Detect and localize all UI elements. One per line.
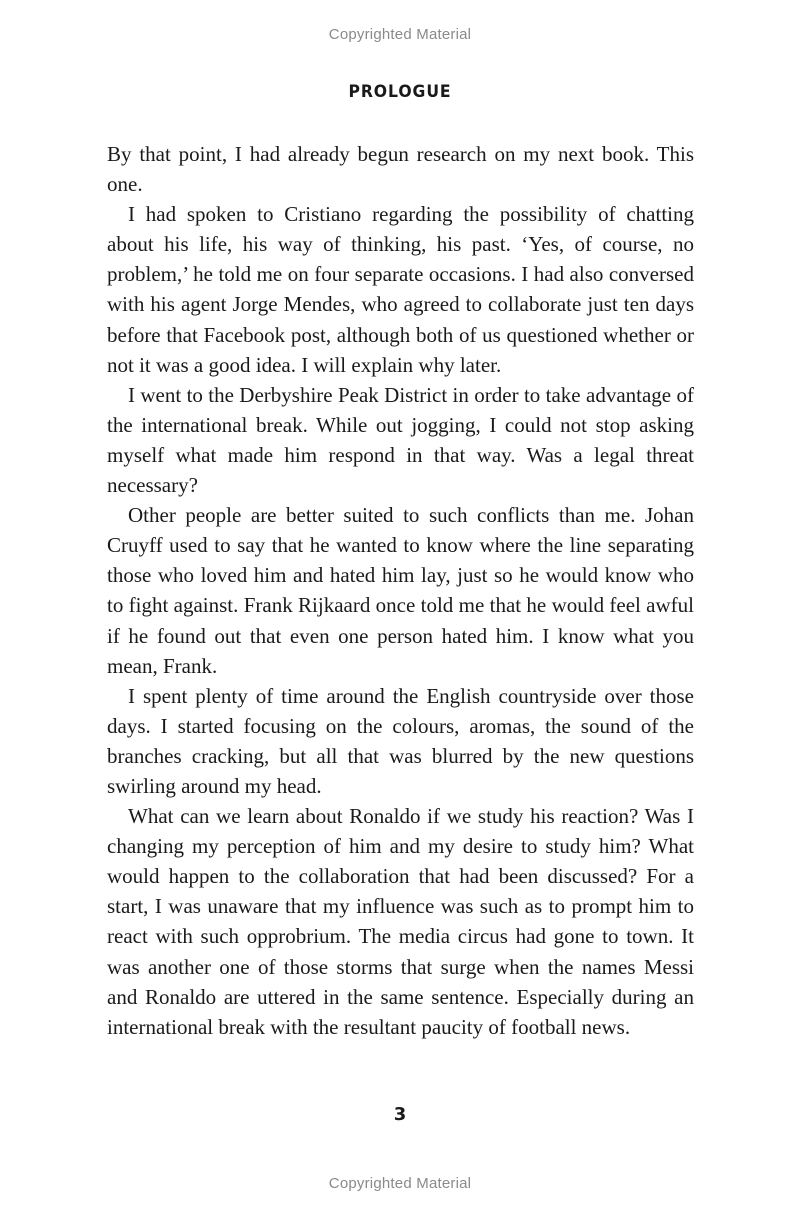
paragraph-2: I had spoken to Cristiano regarding the possibility of chatting about his life, his way of thinking, his past. ‘Yes, of course, no problem,’ he told me on four separate occasions. I had also conversed with his agent Jorge Mendes, who agreed to collaborate just ten days before that Facebook post, although both of us questioned whether or not it was a good idea. I will explain why later.: [107, 202, 694, 377]
paragraph-4: Other people are better suited to such conflicts than me. Johan Cruyff used to say that he wanted to know where the line separating those who loved him and hated him lay, just so he would know who to fight against. Frank Rijkaard once told me that he would feel awful if he found out that even one person hated him. I know what you mean, Frank.: [107, 503, 694, 678]
page-number: 3: [393, 1104, 407, 1125]
paragraph-6: What can we learn about Ronaldo if we study his reaction? Was I changing my perception of him and my desire to study him? What would happen to the collaboration that had been discussed? For a start, I was unaware that my influence was such as to prompt him to react with such opprobrium. The media circus had gone to town. It was another one of those storms that surge when the names Messi and Ronaldo are uttered in the same sentence. Especially during an international break with the resultant paucity of football news.: [107, 804, 694, 1039]
paragraph-5: I spent plenty of time around the English countryside over those days. I started focusing on the colours, aromas, the sound of the branches cracking, but all that was blurred by the new questions swirling around my head.: [107, 683, 694, 798]
body-text: [107, 139, 694, 1042]
chapter-title: PROLOGUE: [348, 82, 452, 102]
paragraph-1: By that point, I had already begun research on my next book. This one.: [107, 142, 694, 197]
paragraph-3: I went to the Derbyshire Peak District in order to take advantage of the international break. While out jogging, I could not stop asking myself what made him respond in that way. Was a legal threat necessary?: [107, 382, 694, 498]
copyright-watermark-bottom: Copyrighted Material: [328, 1175, 472, 1192]
copyright-watermark-top: Copyrighted Material: [328, 26, 472, 43]
